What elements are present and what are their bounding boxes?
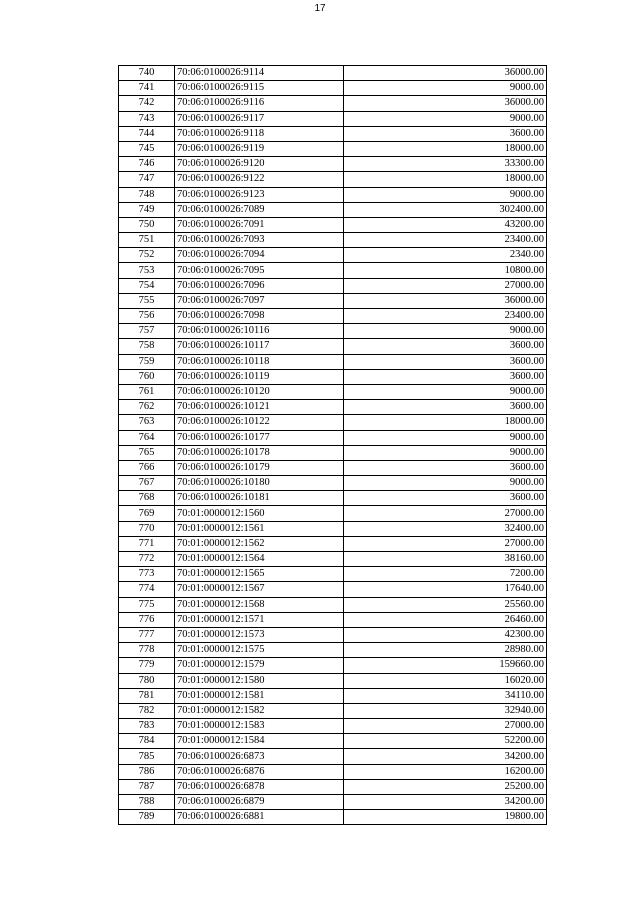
row-number-cell: 789 (119, 810, 175, 825)
row-number-cell: 744 (119, 126, 175, 141)
value-cell: 9000.00 (344, 187, 547, 202)
value-cell: 18000.00 (344, 172, 547, 187)
table-row (119, 612, 547, 627)
value-cell: 34200.00 (344, 795, 547, 810)
cadastral-number-cell: 70:01:0000012:1568 (175, 597, 344, 612)
row-number-cell: 779 (119, 658, 175, 673)
table-row (119, 141, 547, 156)
row-number-cell: 767 (119, 476, 175, 491)
row-number-cell: 746 (119, 157, 175, 172)
table-body (119, 66, 547, 825)
row-number-cell: 753 (119, 263, 175, 278)
value-cell: 38160.00 (344, 552, 547, 567)
row-number-cell: 743 (119, 111, 175, 126)
value-cell: 16020.00 (344, 673, 547, 688)
table-row (119, 460, 547, 475)
row-number-cell: 780 (119, 673, 175, 688)
table-row (119, 643, 547, 658)
table-row (119, 111, 547, 126)
row-number-cell: 787 (119, 779, 175, 794)
row-number-cell: 766 (119, 460, 175, 475)
value-cell: 3600.00 (344, 400, 547, 415)
cadastral-number-cell: 70:01:0000012:1575 (175, 643, 344, 658)
row-number-cell: 770 (119, 521, 175, 536)
row-number-cell: 750 (119, 217, 175, 232)
row-number-cell: 778 (119, 643, 175, 658)
cadastral-number-cell: 70:01:0000012:1562 (175, 536, 344, 551)
cadastral-number-cell: 70:06:0100026:7097 (175, 293, 344, 308)
table-row (119, 263, 547, 278)
table-row (119, 430, 547, 445)
table-row (119, 96, 547, 111)
value-cell: 43200.00 (344, 217, 547, 232)
value-cell: 23400.00 (344, 309, 547, 324)
table-row (119, 293, 547, 308)
table-row (119, 172, 547, 187)
value-cell: 159660.00 (344, 658, 547, 673)
value-cell: 27000.00 (344, 506, 547, 521)
cadastral-number-cell: 70:06:0100026:10117 (175, 339, 344, 354)
cadastral-value-table (118, 65, 547, 825)
value-cell: 32400.00 (344, 521, 547, 536)
value-cell: 9000.00 (344, 445, 547, 460)
row-number-cell: 754 (119, 278, 175, 293)
cadastral-number-cell: 70:06:0100026:9117 (175, 111, 344, 126)
value-cell: 16200.00 (344, 764, 547, 779)
row-number-cell: 756 (119, 309, 175, 324)
cadastral-number-cell: 70:06:0100026:9120 (175, 157, 344, 172)
cadastral-number-cell: 70:06:0100026:7089 (175, 202, 344, 217)
value-cell: 10800.00 (344, 263, 547, 278)
value-cell: 302400.00 (344, 202, 547, 217)
value-cell: 36000.00 (344, 96, 547, 111)
value-cell: 28980.00 (344, 643, 547, 658)
cadastral-number-cell: 70:06:0100026:10121 (175, 400, 344, 415)
cadastral-number-cell: 70:06:0100026:10181 (175, 491, 344, 506)
table-row (119, 749, 547, 764)
row-number-cell: 773 (119, 567, 175, 582)
value-cell: 27000.00 (344, 719, 547, 734)
table-row (119, 506, 547, 521)
row-number-cell: 784 (119, 734, 175, 749)
value-cell: 3600.00 (344, 491, 547, 506)
cadastral-number-cell: 70:06:0100026:10116 (175, 324, 344, 339)
row-number-cell: 785 (119, 749, 175, 764)
table-row (119, 248, 547, 263)
cadastral-number-cell: 70:06:0100026:10118 (175, 354, 344, 369)
table-row (119, 779, 547, 794)
row-number-cell: 762 (119, 400, 175, 415)
row-number-cell: 788 (119, 795, 175, 810)
value-cell: 32940.00 (344, 703, 547, 718)
value-cell: 52200.00 (344, 734, 547, 749)
row-number-cell: 775 (119, 597, 175, 612)
value-cell: 17640.00 (344, 582, 547, 597)
cadastral-number-cell: 70:06:0100026:6876 (175, 764, 344, 779)
row-number-cell: 742 (119, 96, 175, 111)
table-row (119, 126, 547, 141)
row-number-cell: 752 (119, 248, 175, 263)
cadastral-number-cell: 70:06:0100026:9118 (175, 126, 344, 141)
cadastral-number-cell: 70:06:0100026:7095 (175, 263, 344, 278)
value-cell: 27000.00 (344, 536, 547, 551)
table-row (119, 445, 547, 460)
page-number: 17 (314, 3, 326, 14)
table-row (119, 187, 547, 202)
row-number-cell: 749 (119, 202, 175, 217)
value-cell: 25200.00 (344, 779, 547, 794)
value-cell: 3600.00 (344, 339, 547, 354)
cadastral-number-cell: 70:06:0100026:10119 (175, 369, 344, 384)
table-row (119, 582, 547, 597)
table-row (119, 567, 547, 582)
table-row (119, 734, 547, 749)
value-cell: 23400.00 (344, 233, 547, 248)
table-row (119, 536, 547, 551)
value-cell: 9000.00 (344, 81, 547, 96)
value-cell: 36000.00 (344, 293, 547, 308)
cadastral-number-cell: 70:06:0100026:9114 (175, 66, 344, 81)
table-row (119, 324, 547, 339)
value-cell: 3600.00 (344, 369, 547, 384)
row-number-cell: 757 (119, 324, 175, 339)
row-number-cell: 759 (119, 354, 175, 369)
table-row (119, 703, 547, 718)
table-row (119, 66, 547, 81)
row-number-cell: 751 (119, 233, 175, 248)
cadastral-number-cell: 70:01:0000012:1580 (175, 673, 344, 688)
value-cell: 19800.00 (344, 810, 547, 825)
value-cell: 9000.00 (344, 324, 547, 339)
table-row (119, 339, 547, 354)
table-row (119, 384, 547, 399)
row-number-cell: 786 (119, 764, 175, 779)
table-row (119, 278, 547, 293)
table-row (119, 627, 547, 642)
cadastral-number-cell: 70:06:0100026:9119 (175, 141, 344, 156)
cadastral-number-cell: 70:06:0100026:10177 (175, 430, 344, 445)
row-number-cell: 783 (119, 719, 175, 734)
value-cell: 9000.00 (344, 384, 547, 399)
cadastral-number-cell: 70:01:0000012:1571 (175, 612, 344, 627)
value-cell: 42300.00 (344, 627, 547, 642)
table-row (119, 521, 547, 536)
value-cell: 9000.00 (344, 430, 547, 445)
value-cell: 33300.00 (344, 157, 547, 172)
cadastral-number-cell: 70:06:0100026:9115 (175, 81, 344, 96)
row-number-cell: 761 (119, 384, 175, 399)
table-row (119, 157, 547, 172)
cadastral-number-cell: 70:06:0100026:9116 (175, 96, 344, 111)
value-cell: 7200.00 (344, 567, 547, 582)
table-row (119, 309, 547, 324)
table-row (119, 476, 547, 491)
table-row (119, 217, 547, 232)
table-row (119, 415, 547, 430)
cadastral-number-cell: 70:06:0100026:7091 (175, 217, 344, 232)
table-row (119, 552, 547, 567)
cadastral-number-cell: 70:06:0100026:10180 (175, 476, 344, 491)
value-cell: 36000.00 (344, 66, 547, 81)
value-cell: 34110.00 (344, 688, 547, 703)
table-row (119, 369, 547, 384)
row-number-cell: 748 (119, 187, 175, 202)
row-number-cell: 765 (119, 445, 175, 460)
row-number-cell: 772 (119, 552, 175, 567)
value-cell: 9000.00 (344, 111, 547, 126)
cadastral-number-cell: 70:01:0000012:1573 (175, 627, 344, 642)
cadastral-number-cell: 70:01:0000012:1579 (175, 658, 344, 673)
value-cell: 18000.00 (344, 415, 547, 430)
table-row (119, 354, 547, 369)
row-number-cell: 771 (119, 536, 175, 551)
row-number-cell: 747 (119, 172, 175, 187)
row-number-cell: 774 (119, 582, 175, 597)
row-number-cell: 741 (119, 81, 175, 96)
cadastral-number-cell: 70:06:0100026:6878 (175, 779, 344, 794)
cadastral-number-cell: 70:06:0100026:10120 (175, 384, 344, 399)
value-cell: 34200.00 (344, 749, 547, 764)
cadastral-number-cell: 70:06:0100026:10179 (175, 460, 344, 475)
cadastral-number-cell: 70:01:0000012:1565 (175, 567, 344, 582)
cadastral-number-cell: 70:06:0100026:7094 (175, 248, 344, 263)
value-cell: 25560.00 (344, 597, 547, 612)
row-number-cell: 740 (119, 66, 175, 81)
table-row (119, 810, 547, 825)
table-row (119, 597, 547, 612)
value-cell: 18000.00 (344, 141, 547, 156)
cadastral-number-cell: 70:06:0100026:10122 (175, 415, 344, 430)
table-row (119, 233, 547, 248)
row-number-cell: 781 (119, 688, 175, 703)
row-number-cell: 760 (119, 369, 175, 384)
table-row (119, 688, 547, 703)
cadastral-number-cell: 70:06:0100026:9123 (175, 187, 344, 202)
table-row (119, 795, 547, 810)
value-cell: 3600.00 (344, 126, 547, 141)
table-row (119, 81, 547, 96)
row-number-cell: 745 (119, 141, 175, 156)
cadastral-number-cell: 70:01:0000012:1567 (175, 582, 344, 597)
value-cell: 3600.00 (344, 354, 547, 369)
table-row (119, 202, 547, 217)
table-row (119, 719, 547, 734)
cadastral-number-cell: 70:01:0000012:1564 (175, 552, 344, 567)
value-cell: 26460.00 (344, 612, 547, 627)
cadastral-number-cell: 70:06:0100026:9122 (175, 172, 344, 187)
table-row (119, 658, 547, 673)
cadastral-number-cell: 70:01:0000012:1584 (175, 734, 344, 749)
table-row (119, 764, 547, 779)
row-number-cell: 764 (119, 430, 175, 445)
cadastral-number-cell: 70:01:0000012:1560 (175, 506, 344, 521)
row-number-cell: 755 (119, 293, 175, 308)
table-row (119, 400, 547, 415)
cadastral-number-cell: 70:06:0100026:7098 (175, 309, 344, 324)
cadastral-number-cell: 70:06:0100026:10178 (175, 445, 344, 460)
value-cell: 3600.00 (344, 460, 547, 475)
cadastral-number-cell: 70:06:0100026:6879 (175, 795, 344, 810)
cadastral-number-cell: 70:01:0000012:1581 (175, 688, 344, 703)
cadastral-number-cell: 70:06:0100026:7093 (175, 233, 344, 248)
cadastral-number-cell: 70:06:0100026:7096 (175, 278, 344, 293)
row-number-cell: 782 (119, 703, 175, 718)
row-number-cell: 758 (119, 339, 175, 354)
cadastral-number-cell: 70:06:0100026:6873 (175, 749, 344, 764)
value-cell: 2340.00 (344, 248, 547, 263)
cadastral-number-cell: 70:01:0000012:1582 (175, 703, 344, 718)
cadastral-number-cell: 70:01:0000012:1561 (175, 521, 344, 536)
row-number-cell: 777 (119, 627, 175, 642)
row-number-cell: 763 (119, 415, 175, 430)
cadastral-number-cell: 70:06:0100026:6881 (175, 810, 344, 825)
cadastral-number-cell: 70:01:0000012:1583 (175, 719, 344, 734)
table-row (119, 673, 547, 688)
row-number-cell: 768 (119, 491, 175, 506)
row-number-cell: 776 (119, 612, 175, 627)
value-cell: 27000.00 (344, 278, 547, 293)
row-number-cell: 769 (119, 506, 175, 521)
table-row (119, 491, 547, 506)
value-cell: 9000.00 (344, 476, 547, 491)
